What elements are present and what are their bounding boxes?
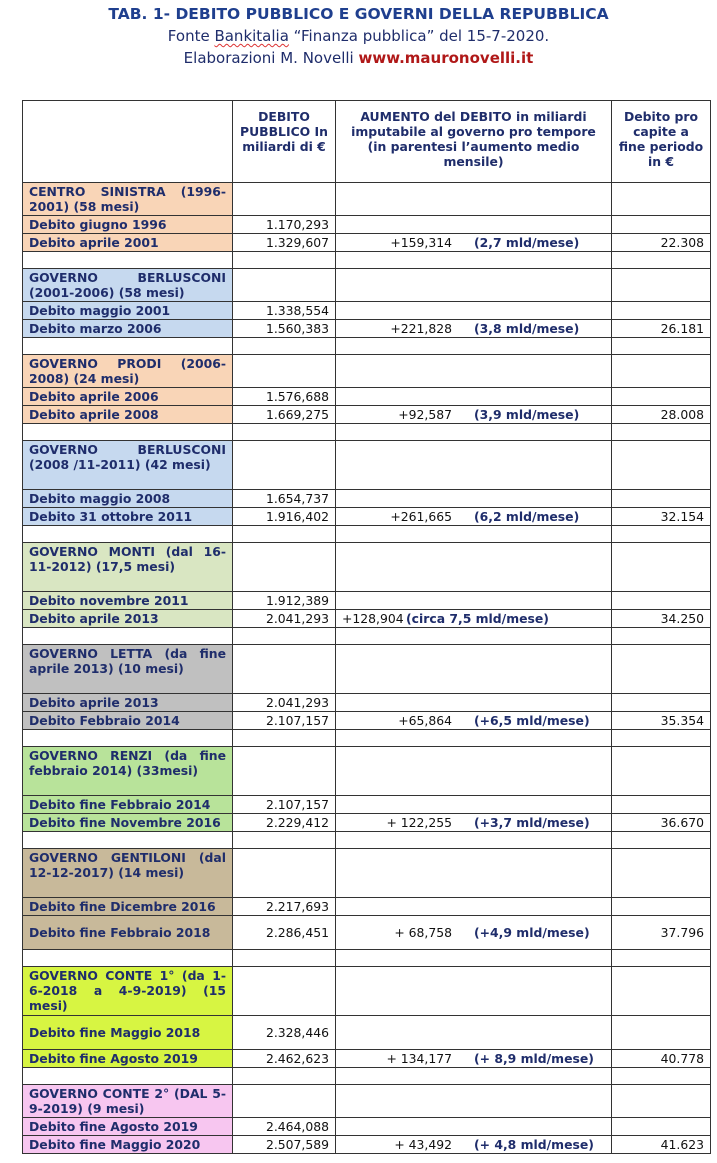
percapita-value (612, 1016, 711, 1050)
table-row (23, 234, 711, 252)
monthly-increase: (2,7 mld/mese) (474, 235, 580, 250)
increase-cell (336, 1050, 612, 1068)
debt-value: 2.464,088 (233, 1118, 336, 1136)
empty-cell (233, 424, 336, 441)
increase-cell (336, 1136, 612, 1154)
empty-cell (233, 183, 336, 216)
percapita-value (612, 1118, 711, 1136)
empty-cell (336, 645, 612, 694)
increase-cell (336, 814, 612, 832)
empty-cell (612, 441, 711, 490)
increase-cell (336, 216, 612, 234)
debt-value: 1.170,293 (233, 216, 336, 234)
empty-cell (336, 183, 612, 216)
empty-cell (233, 730, 336, 747)
debt-table (22, 100, 711, 1154)
table-row (23, 1118, 711, 1136)
row-label: Debito fine Maggio 2018 (23, 1016, 233, 1050)
author-line: Elaborazioni M. Novelli www.mauronovelli.it (183, 49, 534, 67)
increase-cell (336, 490, 612, 508)
monthly-increase: (+3,7 mld/mese) (474, 815, 590, 830)
government-name: GOVERNO BERLUSCONI (2001-2006) (58 mesi) (23, 269, 233, 302)
empty-cell (612, 832, 711, 849)
government-name: GOVERNO MONTI (dal 16-11-2012) (17,5 mesi) (23, 543, 233, 592)
row-label: Debito Febbraio 2014 (23, 712, 233, 730)
table-row (23, 1050, 711, 1068)
empty-cell (612, 526, 711, 543)
header-row (23, 101, 711, 183)
increase-cell (336, 320, 612, 338)
increase-value: + 134,177 (386, 1051, 452, 1066)
empty-cell (23, 338, 233, 355)
empty-cell (336, 730, 612, 747)
col-header-percapita: Debito pro capite a fine periodo in € (612, 101, 711, 183)
empty-cell (612, 338, 711, 355)
empty-cell (336, 1068, 612, 1085)
empty-cell (336, 967, 612, 1016)
increase-cell (336, 898, 612, 916)
debt-value: 2.107,157 (233, 796, 336, 814)
row-label: Debito fine Novembre 2016 (23, 814, 233, 832)
debt-value: 2.286,451 (233, 916, 336, 950)
empty-cell (612, 269, 711, 302)
percapita-value (612, 694, 711, 712)
debt-value: 2.217,693 (233, 898, 336, 916)
debt-value: 1.669,275 (233, 406, 336, 424)
col-header-label (23, 101, 233, 183)
table-row (23, 898, 711, 916)
increase-value: +92,587 (398, 407, 452, 422)
percapita-value (612, 388, 711, 406)
empty-cell (612, 747, 711, 796)
row-label: Debito fine Agosto 2019 (23, 1118, 233, 1136)
percapita-value (612, 592, 711, 610)
empty-cell (612, 645, 711, 694)
government-name: GOVERNO LETTA (da fine aprile 2013) (10 mesi) (23, 645, 233, 694)
empty-cell (336, 252, 612, 269)
table-row (23, 592, 711, 610)
empty-cell (336, 950, 612, 967)
empty-cell (612, 543, 711, 592)
empty-cell (336, 355, 612, 388)
spacer-row (23, 252, 711, 269)
group-header-row (23, 269, 711, 302)
spacer-row (23, 424, 711, 441)
monthly-increase: (+ 8,9 mld/mese) (474, 1051, 594, 1066)
increase-value: + 43,492 (394, 1137, 452, 1152)
empty-cell (233, 526, 336, 543)
source-line: Fonte Bankitalia “Finanza pubblica” del 15-7-2020. (167, 27, 550, 45)
empty-cell (23, 252, 233, 269)
row-label: Debito fine Febbraio 2018 (23, 916, 233, 950)
table-row (23, 320, 711, 338)
col-header-debt: DEBITO PUBBLICO In miliardi di € (233, 101, 336, 183)
group-header-row (23, 849, 711, 898)
government-name: GOVERNO RENZI (da fine febbraio 2014) (33mesi) (23, 747, 233, 796)
increase-cell (336, 592, 612, 610)
empty-cell (233, 543, 336, 592)
empty-cell (23, 832, 233, 849)
table-row (23, 388, 711, 406)
increase-value: +221,828 (390, 321, 452, 336)
debt-value: 1.329,607 (233, 234, 336, 252)
increase-cell (336, 234, 612, 252)
empty-cell (336, 338, 612, 355)
group-header-row (23, 645, 711, 694)
debt-value: 2.462,623 (233, 1050, 336, 1068)
empty-cell (336, 849, 612, 898)
percapita-value (612, 898, 711, 916)
row-label: Debito maggio 2008 (23, 490, 233, 508)
debt-value: 1.338,554 (233, 302, 336, 320)
empty-cell (23, 424, 233, 441)
empty-cell (336, 424, 612, 441)
table-row (23, 490, 711, 508)
row-label: Debito aprile 2008 (23, 406, 233, 424)
empty-cell (612, 1085, 711, 1118)
empty-cell (233, 628, 336, 645)
row-label: Debito aprile 2001 (23, 234, 233, 252)
table-row (23, 916, 711, 950)
percapita-value: 34.250 (612, 610, 711, 628)
monthly-increase: (+ 4,8 mld/mese) (474, 1137, 594, 1152)
percapita-value: 28.008 (612, 406, 711, 424)
empty-cell (612, 252, 711, 269)
row-label: Debito novembre 2011 (23, 592, 233, 610)
increase-cell (336, 508, 612, 526)
table-row (23, 814, 711, 832)
monthly-increase: (6,2 mld/mese) (474, 509, 580, 524)
government-name: GOVERNO GENTILONI (dal 12-12-2017) (14 mesi) (23, 849, 233, 898)
empty-cell (336, 543, 612, 592)
percapita-value: 22.308 (612, 234, 711, 252)
group-header-row (23, 355, 711, 388)
debt-value: 1.916,402 (233, 508, 336, 526)
row-label: Debito maggio 2001 (23, 302, 233, 320)
row-label: Debito aprile 2006 (23, 388, 233, 406)
percapita-value: 32.154 (612, 508, 711, 526)
debt-value: 2.328,446 (233, 1016, 336, 1050)
empty-cell (612, 730, 711, 747)
table-row (23, 796, 711, 814)
empty-cell (336, 747, 612, 796)
debt-value: 1.560,383 (233, 320, 336, 338)
percapita-value (612, 216, 711, 234)
empty-cell (336, 628, 612, 645)
table-row (23, 216, 711, 234)
col-header-increase: AUMENTO del DEBITO in miliardi imputabile al governo pro tempore (in parentesi l’aumento medio mensile) (336, 101, 612, 183)
monthly-increase: (3,9 mld/mese) (474, 407, 580, 422)
increase-value: + 122,255 (386, 815, 452, 830)
empty-cell (233, 645, 336, 694)
empty-cell (612, 424, 711, 441)
increase-value: +128,904 (342, 611, 404, 626)
government-name: GOVERNO CONTE 2° (DAL 5-9-2019) (9 mesi) (23, 1085, 233, 1118)
monthly-increase: (circa 7,5 mld/mese) (406, 611, 549, 626)
debt-value: 1.654,737 (233, 490, 336, 508)
empty-cell (23, 628, 233, 645)
increase-value: +159,314 (390, 235, 452, 250)
empty-cell (23, 526, 233, 543)
percapita-value: 41.623 (612, 1136, 711, 1154)
row-label: Debito aprile 2013 (23, 694, 233, 712)
government-name: GOVERNO BERLUSCONI (2008 /11-2011) (42 mesi) (23, 441, 233, 490)
debt-value: 2.507,589 (233, 1136, 336, 1154)
table-row (23, 508, 711, 526)
empty-cell (336, 526, 612, 543)
empty-cell (612, 628, 711, 645)
percapita-value: 37.796 (612, 916, 711, 950)
spacer-row (23, 832, 711, 849)
empty-cell (612, 967, 711, 1016)
table-row (23, 694, 711, 712)
increase-cell (336, 916, 612, 950)
empty-cell (233, 355, 336, 388)
empty-cell (336, 832, 612, 849)
empty-cell (233, 441, 336, 490)
author-link[interactable]: www.mauronovelli.it (358, 49, 534, 67)
group-header-row (23, 1085, 711, 1118)
increase-value: +65,864 (398, 713, 452, 728)
group-header-row (23, 747, 711, 796)
government-name: GOVERNO PRODI (2006-2008) (24 mesi) (23, 355, 233, 388)
spacer-row (23, 338, 711, 355)
monthly-increase: (+6,5 mld/mese) (474, 713, 590, 728)
table-row (23, 302, 711, 320)
empty-cell (233, 832, 336, 849)
row-label: Debito giugno 1996 (23, 216, 233, 234)
increase-cell (336, 712, 612, 730)
percapita-value: 35.354 (612, 712, 711, 730)
increase-cell (336, 1118, 612, 1136)
row-label: Debito marzo 2006 (23, 320, 233, 338)
empty-cell (612, 849, 711, 898)
spacer-row (23, 526, 711, 543)
monthly-increase: (3,8 mld/mese) (474, 321, 580, 336)
debt-value: 2.041,293 (233, 694, 336, 712)
debt-value: 2.041,293 (233, 610, 336, 628)
empty-cell (612, 355, 711, 388)
government-name: CENTRO SINISTRA (1996-2001) (58 mesi) (23, 183, 233, 216)
table-title: TAB. 1- DEBITO PUBBLICO E GOVERNI DELLA REPUBBLICA (108, 5, 609, 23)
percapita-value (612, 796, 711, 814)
spacer-row (23, 1068, 711, 1085)
group-header-row (23, 183, 711, 216)
increase-cell (336, 388, 612, 406)
empty-cell (23, 730, 233, 747)
increase-value: + 68,758 (394, 925, 452, 940)
debt-value: 2.107,157 (233, 712, 336, 730)
increase-cell (336, 694, 612, 712)
increase-value: +261,665 (390, 509, 452, 524)
empty-cell (612, 1068, 711, 1085)
debt-value: 1.576,688 (233, 388, 336, 406)
debt-value: 1.912,389 (233, 592, 336, 610)
row-label: Debito 31 ottobre 2011 (23, 508, 233, 526)
row-label: Debito fine Febbraio 2014 (23, 796, 233, 814)
monthly-increase: (+4,9 mld/mese) (474, 925, 590, 940)
empty-cell (233, 252, 336, 269)
row-label: Debito fine Maggio 2020 (23, 1136, 233, 1154)
increase-cell (336, 610, 612, 628)
empty-cell (612, 183, 711, 216)
group-header-row (23, 441, 711, 490)
empty-cell (233, 269, 336, 302)
table-row (23, 712, 711, 730)
empty-cell (336, 1085, 612, 1118)
group-header-row (23, 543, 711, 592)
spacer-row (23, 628, 711, 645)
table-row (23, 610, 711, 628)
percapita-value (612, 490, 711, 508)
empty-cell (233, 1085, 336, 1118)
row-label: Debito fine Dicembre 2016 (23, 898, 233, 916)
percapita-value: 26.181 (612, 320, 711, 338)
empty-cell (336, 269, 612, 302)
empty-cell (233, 967, 336, 1016)
row-label: Debito aprile 2013 (23, 610, 233, 628)
increase-cell (336, 796, 612, 814)
empty-cell (233, 849, 336, 898)
government-name: GOVERNO CONTE 1° (da 1-6-2018 a 4-9-2019) (15 mesi) (23, 967, 233, 1016)
empty-cell (612, 950, 711, 967)
percapita-value: 40.778 (612, 1050, 711, 1068)
table-row (23, 1016, 711, 1050)
empty-cell (336, 441, 612, 490)
table-row (23, 1136, 711, 1154)
empty-cell (233, 1068, 336, 1085)
table-row (23, 406, 711, 424)
empty-cell (233, 747, 336, 796)
empty-cell (23, 1068, 233, 1085)
increase-cell (336, 406, 612, 424)
row-label: Debito fine Agosto 2019 (23, 1050, 233, 1068)
percapita-value: 36.670 (612, 814, 711, 832)
empty-cell (233, 338, 336, 355)
empty-cell (233, 950, 336, 967)
increase-cell (336, 1016, 612, 1050)
increase-cell (336, 302, 612, 320)
spacer-row (23, 730, 711, 747)
group-header-row (23, 967, 711, 1016)
debt-value: 2.229,412 (233, 814, 336, 832)
spacer-row (23, 950, 711, 967)
empty-cell (23, 950, 233, 967)
percapita-value (612, 302, 711, 320)
